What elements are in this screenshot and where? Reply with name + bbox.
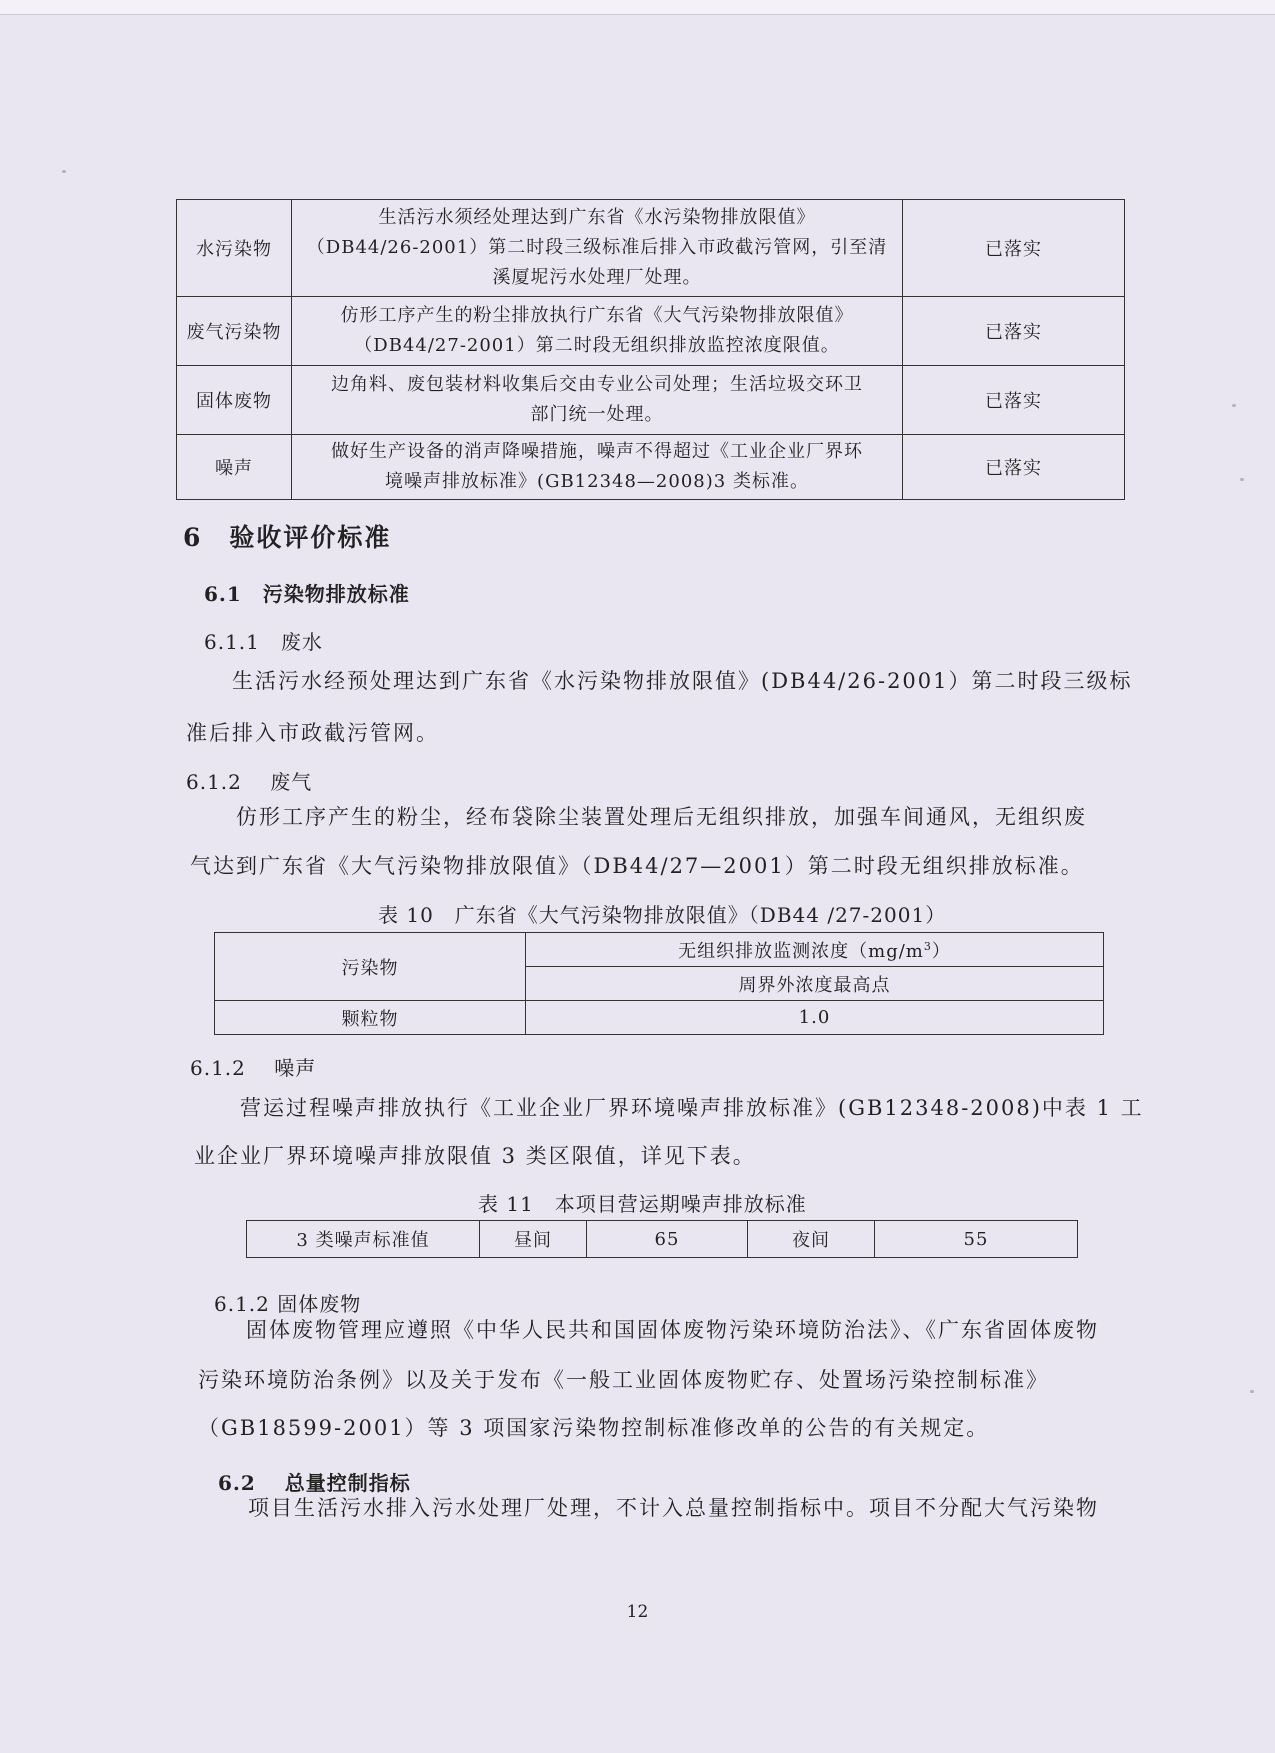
table-row <box>177 435 1125 500</box>
scan-speck <box>62 170 66 173</box>
category-cell: 水污染物 <box>177 200 292 297</box>
table-row <box>177 200 1125 297</box>
table-10-caption: 表 10 广东省《大气污染物排放限值》（DB44 /27-2001） <box>378 903 947 927</box>
table-row <box>215 933 1104 967</box>
night-value-cell: 55 <box>875 1221 1078 1258</box>
night-label-cell: 夜间 <box>748 1221 875 1258</box>
status-cell: 已落实 <box>903 435 1125 500</box>
scan-speck <box>1250 1390 1254 1393</box>
description-cell: 生活污水须经处理达到广东省《水污染物排放限值》 （DB44/26-2001）第二时段三级标准后排入市政截污管网，引至清 溪厦坭污水处理厂处理。 <box>292 200 903 297</box>
table-11-caption: 表 11 本项目营运期噪声排放标准 <box>478 1192 807 1216</box>
paragraph-line: 营运过程噪声排放执行《工业企业厂界环境噪声排放标准》(GB12348-2008)中表 1 工 <box>240 1096 1144 1120</box>
table-11 <box>246 1220 1078 1258</box>
section-6-1-1-heading: 6.1.1 废水 <box>204 630 323 654</box>
value-cell: 1.0 <box>526 1001 1104 1035</box>
measures-table <box>176 199 1125 500</box>
section-6-heading: 6 验收评价标准 <box>183 523 392 552</box>
paragraph-line: 仿形工序产生的粉尘，经布袋除尘装置处理后无组织排放，加强车间通风，无组织废 <box>236 805 1087 829</box>
paragraph-line: 业企业厂界环境噪声排放限值 3 类区限值，详见下表。 <box>194 1144 756 1168</box>
section-6-1-2-heading: 6.1.2 废气 <box>186 770 313 794</box>
noise-label-cell: 3 类噪声标准值 <box>247 1221 480 1258</box>
table-row <box>177 297 1125 366</box>
day-label-cell: 昼间 <box>480 1221 587 1258</box>
paragraph-line: 气达到广东省《大气污染物排放限值》（DB44/27—2001）第二时段无组织排放标准。 <box>190 854 1084 878</box>
category-cell: 噪声 <box>177 435 292 500</box>
table-10 <box>214 932 1104 1035</box>
pollutant-cell: 颗粒物 <box>215 1001 526 1035</box>
scan-speck <box>1232 404 1236 407</box>
section-6-1-2-noise-heading: 6.1.2 噪声 <box>190 1056 317 1080</box>
paragraph-line: （GB18599-2001）等 3 项国家污染物控制标准修改单的公告的有关规定。 <box>198 1416 990 1440</box>
day-value-cell: 65 <box>587 1221 748 1258</box>
status-cell: 已落实 <box>903 297 1125 366</box>
paragraph-line: 固体废物管理应遵照《中华人民共和国固体废物污染环境防治法》、《广东省固体废物 <box>246 1318 1099 1342</box>
header-pollutant: 污染物 <box>215 933 526 1001</box>
description-cell: 边角料、废包装材料收集后交由专业公司处理；生活垃圾交环卫 部门统一处理。 <box>292 366 903 435</box>
page-number: 12 <box>626 1602 649 1622</box>
section-6-1-2-solid-heading: 6.1.2 固体废物 <box>214 1292 362 1316</box>
status-cell: 已落实 <box>903 366 1125 435</box>
table-row <box>177 366 1125 435</box>
description-cell: 仿形工序产生的粉尘排放执行广东省《大气污染物排放限值》 （DB44/27-2001）第二时段无组织排放监控浓度限值。 <box>292 297 903 366</box>
section-6-1-heading: 6.1 污染物排放标准 <box>204 582 410 606</box>
section-6-2-heading: 6.2 总量控制指标 <box>218 1471 411 1495</box>
paragraph-line: 污染环境防治条例》以及关于发布《一般工业固体废物贮存、处置场污染控制标准》 <box>198 1368 1049 1392</box>
description-cell: 做好生产设备的消声降噪措施，噪声不得超过《工业企业厂界环 境噪声排放标准》(GB12348—2008)3 类标准。 <box>292 435 903 500</box>
paragraph-line: 项目生活污水排入污水处理厂处理，不计入总量控制指标中。项目不分配大气污染物 <box>248 1496 1099 1520</box>
scan-speck <box>1240 478 1244 481</box>
header-limit: 无组织排放监测浓度$(mg/m^3)$ <box>526 933 1104 967</box>
status-cell: 已落实 <box>903 200 1125 297</box>
table-row <box>215 1001 1104 1035</box>
table-row <box>247 1221 1078 1258</box>
category-cell: 固体废物 <box>177 366 292 435</box>
category-cell: 废气污染物 <box>177 297 292 366</box>
header-sub: 周界外浓度最高点 <box>526 967 1104 1001</box>
paragraph-line: 生活污水经预处理达到广东省《水污染物排放限值》(DB44/26-2001）第二时段三级标 <box>232 669 1133 693</box>
paragraph-line: 准后排入市政截污管网。 <box>186 721 439 745</box>
